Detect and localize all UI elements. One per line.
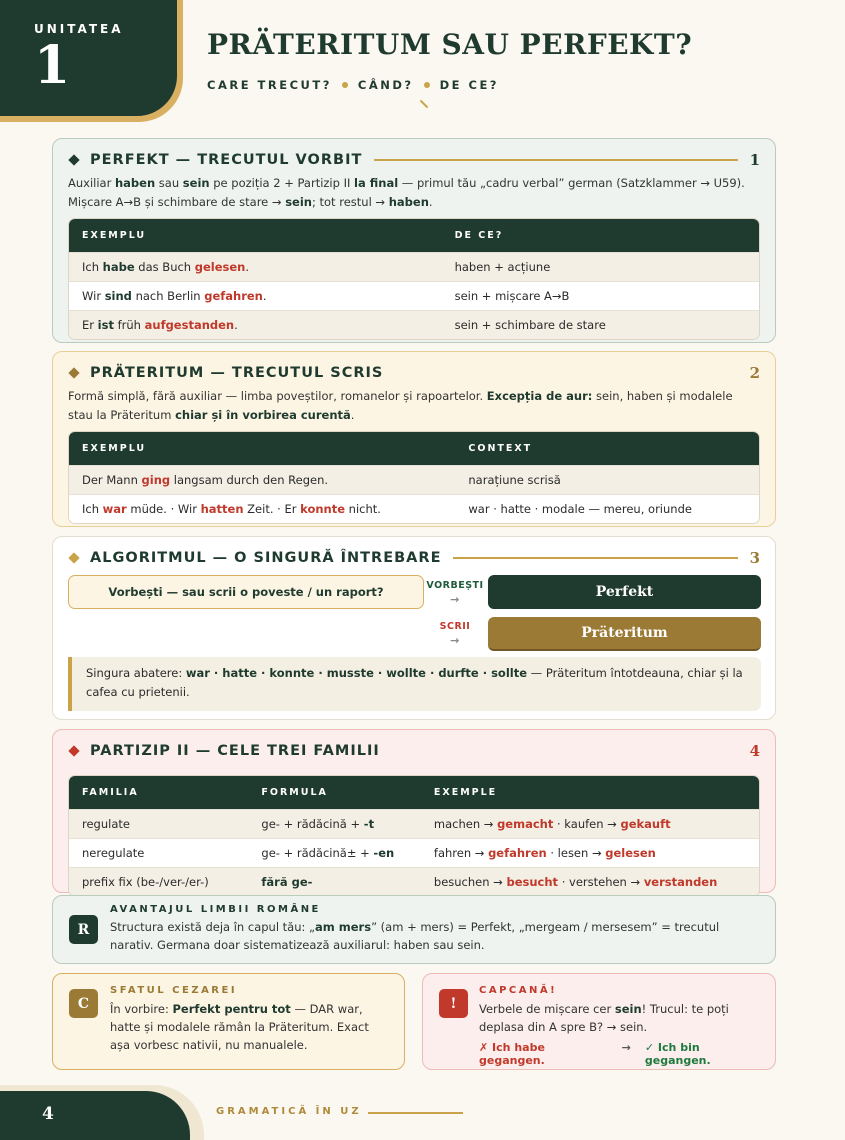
box-text: În vorbire: Perfekt pentru tot — DAR war, hatte și modalele rămân la Präteritum. Exact așa vorbesc nativii, nu manualele. [110, 1002, 369, 1052]
arrow-right-icon: → [450, 634, 460, 647]
table-row [69, 809, 759, 838]
arrow-right-icon: → [621, 1041, 631, 1054]
section-algorithm [52, 536, 776, 720]
section-number: 4 [749, 742, 760, 760]
box-title: SFATUL CEZAREI [110, 985, 238, 996]
right-example: ✓ Ich bin gegangen. [644, 1041, 711, 1067]
tip-content [110, 985, 392, 1054]
prateritum-table [68, 431, 760, 524]
examples-cell: fahren → gefahren · lesen → gelesen [421, 838, 759, 867]
subtitle-dot [424, 82, 430, 88]
section-perfekt [52, 138, 776, 343]
header-rule [374, 159, 737, 161]
diamond-icon [68, 552, 79, 563]
warning-icon: ! [439, 989, 468, 1018]
perfekt-table [68, 218, 760, 340]
example-cell: Ich habe das Buch gelesen. [69, 252, 442, 281]
reason-cell: haben + acțiune [442, 252, 759, 281]
section-number: 3 [749, 549, 760, 567]
reason-cell: sein + mișcare A→B [442, 281, 759, 310]
column-header: FORMULA [248, 776, 421, 809]
subtitle-q1: CARE TRECUT? [207, 78, 332, 92]
section-description: Formă simplă, fără auxiliar — limba poveștilor, romanelor și rapoartelor. Excepția de aur: sein, haben și modalele stau la Präteritum chiar și în vorbirea curentă. [68, 389, 733, 422]
page-title: PRÄTERITUM SAU PERFEKT? [207, 28, 693, 61]
unit-number: 1 [34, 35, 71, 96]
unit-label: UNITATEA [34, 22, 124, 36]
examples-cell: machen → gemacht · kaufen → gekauft [421, 809, 759, 838]
question-box: Vorbești — sau scrii o poveste / un raport? [68, 575, 424, 609]
section-number: 1 [749, 151, 760, 169]
box-title: AVANTAJUL LIMBII ROMÂNE [110, 904, 321, 915]
decorative-tick [420, 100, 428, 108]
romanian-badge: R [69, 915, 98, 944]
diamond-icon [68, 745, 79, 756]
footer-block [0, 1091, 190, 1140]
result-prateritum: Präteritum [488, 617, 761, 651]
family-cell: neregulate [69, 838, 248, 867]
partizip-table [68, 775, 760, 897]
trap-content [479, 985, 763, 1067]
footer-label: GRAMATICĂ ÎN UZ [216, 1106, 362, 1117]
exception-note: Singura abatere: war · hatte · konnte · musste · wollte · durfte · sollte — Präteritum întotdeauna, chiar și la cafea cu prietenii. [68, 657, 761, 711]
page-number: 4 [42, 1104, 54, 1124]
unit-block [0, 0, 177, 116]
trap-examples [479, 1041, 763, 1067]
reason-cell: sein + schimbare de stare [442, 310, 759, 339]
tip-box [52, 973, 405, 1070]
table-row [69, 494, 759, 523]
subtitle-q2: CÂND? [357, 78, 414, 92]
column-header: DE CE? [442, 219, 759, 252]
subtitle-dot [342, 82, 348, 88]
tip-badge: C [69, 989, 98, 1018]
section-description: Auxiliar haben sau sein pe poziția 2 + Partizip II la final — primul tău „cadru verbal” german (Satzklammer → U59). Mișcare A→B și schimbare de stare → sein; tot restul → haben. [68, 176, 745, 209]
table-row [69, 867, 759, 896]
result-perfekt: Perfekt [488, 575, 761, 609]
table-row [69, 252, 759, 281]
column-header: FAMILIA [69, 776, 248, 809]
header-rule [453, 557, 737, 559]
section-header [68, 547, 760, 569]
box-text: Verbele de mișcare cer sein! Trucul: te poți deplasa din A spre B? → sein. [479, 1002, 729, 1034]
examples-cell: besuchen → besucht · verstehen → verstanden [421, 867, 759, 896]
example-cell: Er ist früh aufgestanden. [69, 310, 442, 339]
table-row [69, 838, 759, 867]
section-header [68, 362, 760, 384]
arrow-right-icon: → [450, 593, 460, 606]
branch-write-label: SCRII [439, 621, 471, 632]
formula-cell: ge- + rădăcină± + -en [248, 838, 421, 867]
section-prateritum [52, 351, 776, 527]
footer-rule [368, 1112, 463, 1114]
branch-speak [425, 580, 485, 606]
context-cell: narațiune scrisă [455, 465, 759, 494]
section-header [68, 149, 760, 171]
family-cell: regulate [69, 809, 248, 838]
subtitle-q3: DE CE? [439, 78, 499, 92]
diamond-icon [68, 367, 79, 378]
section-title: PERFEKT — TRECUTUL VORBIT [90, 152, 363, 168]
trap-box [422, 973, 776, 1070]
romanian-content [110, 904, 761, 954]
section-partizip [52, 729, 776, 893]
box-title: CAPCANĂ! [479, 985, 558, 996]
example-cell: Wir sind nach Berlin gefahren. [69, 281, 442, 310]
branch-speak-label: VORBEȘTI [426, 580, 484, 591]
table-row [69, 310, 759, 339]
diamond-icon [68, 154, 79, 165]
section-title: PRÄTERITUM — TRECUTUL SCRIS [90, 365, 384, 381]
branch-write [425, 621, 485, 647]
section-number: 2 [749, 364, 760, 382]
column-header: EXEMPLU [69, 219, 442, 252]
formula-cell: fără ge- [248, 867, 421, 896]
wrong-example: ✗ Ich habe gegangen. [479, 1041, 545, 1067]
page-subtitle [207, 78, 499, 92]
context-cell: war · hatte · modale — mereu, oriunde [455, 494, 759, 523]
section-header [68, 740, 760, 762]
column-header: EXEMPLU [69, 432, 455, 465]
table-row [69, 465, 759, 494]
table-row [69, 281, 759, 310]
romanian-advantage-box [52, 895, 776, 964]
column-header: EXEMPLE [421, 776, 759, 809]
formula-cell: ge- + rădăcină + -t [248, 809, 421, 838]
family-cell: prefix fix (be-/ver-/er-) [69, 867, 248, 896]
example-cell: Ich war müde. · Wir hatten Zeit. · Er konnte nicht. [69, 494, 455, 523]
box-text: Structura există deja în capul tău: „am mers” (am + mers) = Perfekt, „mergeam / mersesem” = trecutul narativ. Germana doar sistematizează auxiliarul: haben sau sein. [110, 920, 720, 952]
section-title: ALGORITMUL — O SINGURĂ ÎNTREBARE [90, 550, 442, 566]
column-header: CONTEXT [455, 432, 759, 465]
section-title: PARTIZIP II — CELE TREI FAMILII [90, 743, 380, 759]
example-cell: Der Mann ging langsam durch den Regen. [69, 465, 455, 494]
